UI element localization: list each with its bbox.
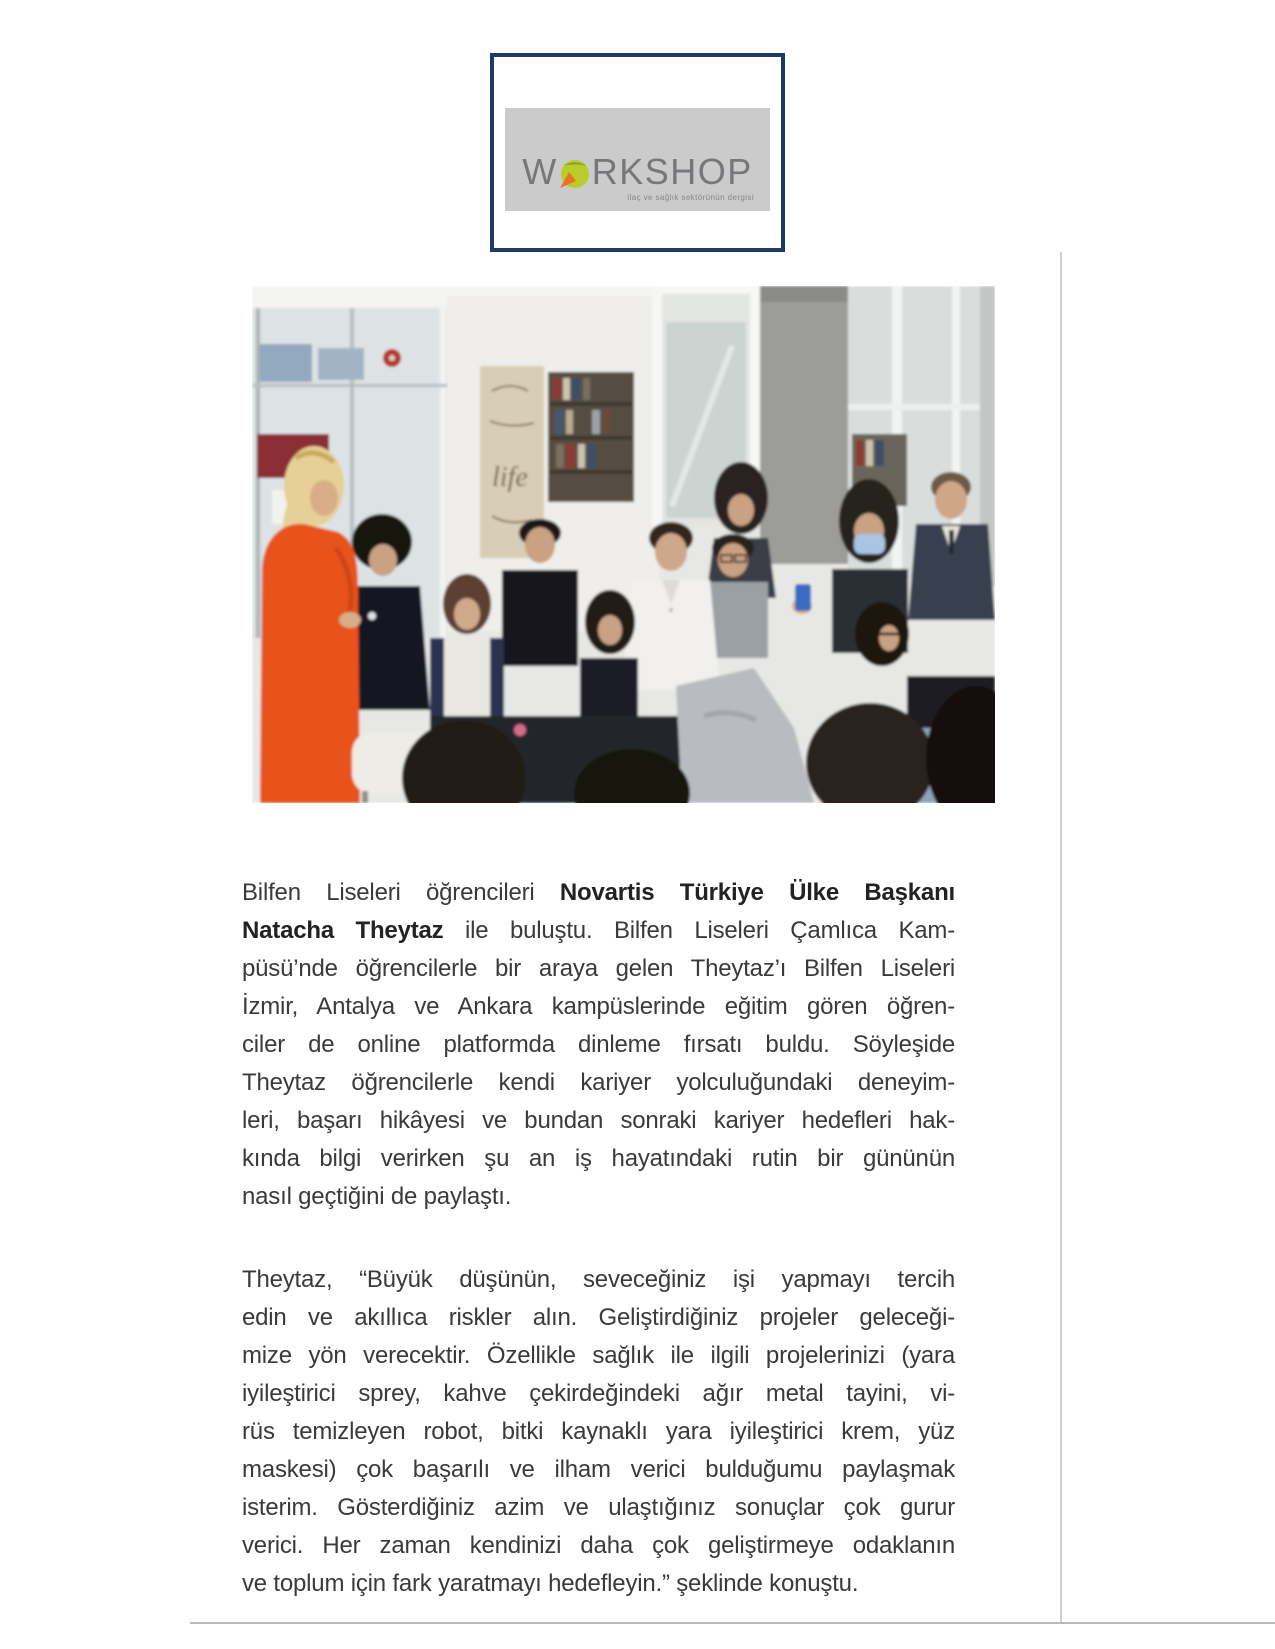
text-line: ve toplum için fark yaratmayı hedefleyin.” şeklinde konuştu.: [242, 1570, 859, 1597]
text-line: püsü’nde öğrencilerle bir araya gelen Theytaz’ı Bilfen Liseleri: [242, 955, 955, 982]
article-paragraph-1: [242, 874, 955, 1216]
text-line: edin ve akıllıca riskler alın. Geliştirdiğiniz projeler geleceği-: [242, 1304, 955, 1331]
right-vertical-rule: [1060, 252, 1062, 1623]
text-line: iyileştirici sprey, kahve çekirdeğindeki ağır metal tayini, vi-: [242, 1380, 955, 1407]
masthead-logo-panel: [505, 108, 770, 211]
text-line: Theytaz, “Büyük düşünün, seveceğiniz işi yapmayı tercih: [242, 1266, 955, 1293]
workshop-logo-prefix: W: [522, 151, 558, 192]
text-line: leri, başarı hikâyesi ve bundan sonraki kariyer hedefleri hak-: [242, 1107, 955, 1134]
masthead-tagline: ilaç ve sağlık sektörünün dergisi: [627, 193, 754, 202]
text-line: rüs temizleyen robot, bitki kaynaklı yara iyileştirici krem, yüz: [242, 1418, 955, 1445]
article-photo: [252, 286, 995, 803]
text-line: Theytaz öğrencilerle kendi kariyer yolculuğundaki deneyim-: [242, 1069, 955, 1096]
text-line: kında bilgi verirken şu an iş hayatındaki rutin bir gününün: [242, 1145, 955, 1172]
text-line: nasıl geçtiğini de paylaştı.: [242, 1183, 512, 1210]
blue-phone: [795, 584, 811, 611]
bookshelf: [548, 372, 634, 502]
masthead-logo-box: [490, 53, 785, 252]
text-line: Bilfen Liseleri öğrencileri Novartis Türkiye Ülke Başkanı: [242, 879, 955, 906]
article-paragraph-2: [242, 1261, 955, 1603]
workshop-o-circle-icon: [559, 158, 591, 190]
text-line: maskesi) çok başarılı ve ilham verici bulduğumu paylaşmak: [242, 1456, 955, 1483]
text-line: ciler de online platformda dinleme fırsatı buldu. Söyleşide: [242, 1031, 955, 1058]
text-line: mize yön verecektir. Özellikle sağlık ile ilgili projelerinizi (yara: [242, 1342, 955, 1369]
workshop-logo-suffix: RKSHOP: [591, 151, 753, 192]
article-body: [242, 874, 955, 1648]
life-poster-text: life: [492, 462, 528, 493]
text-line: Natacha Theytaz ile buluştu. Bilfen Liseleri Çamlıca Kam-: [242, 917, 955, 944]
text-line: verici. Her zaman kendinizi daha çok geliştirmeye odaklanın: [242, 1532, 955, 1559]
workshop-logo: [522, 151, 753, 192]
text-line: isterim. Gösterdiğiniz azim ve ulaştığınız sonuçlar çok gurur: [242, 1494, 955, 1521]
gray-wall-panel: [760, 286, 848, 564]
text-line: İzmir, Antalya ve Ankara kampüslerinde eğitim gören öğren-: [242, 993, 955, 1020]
